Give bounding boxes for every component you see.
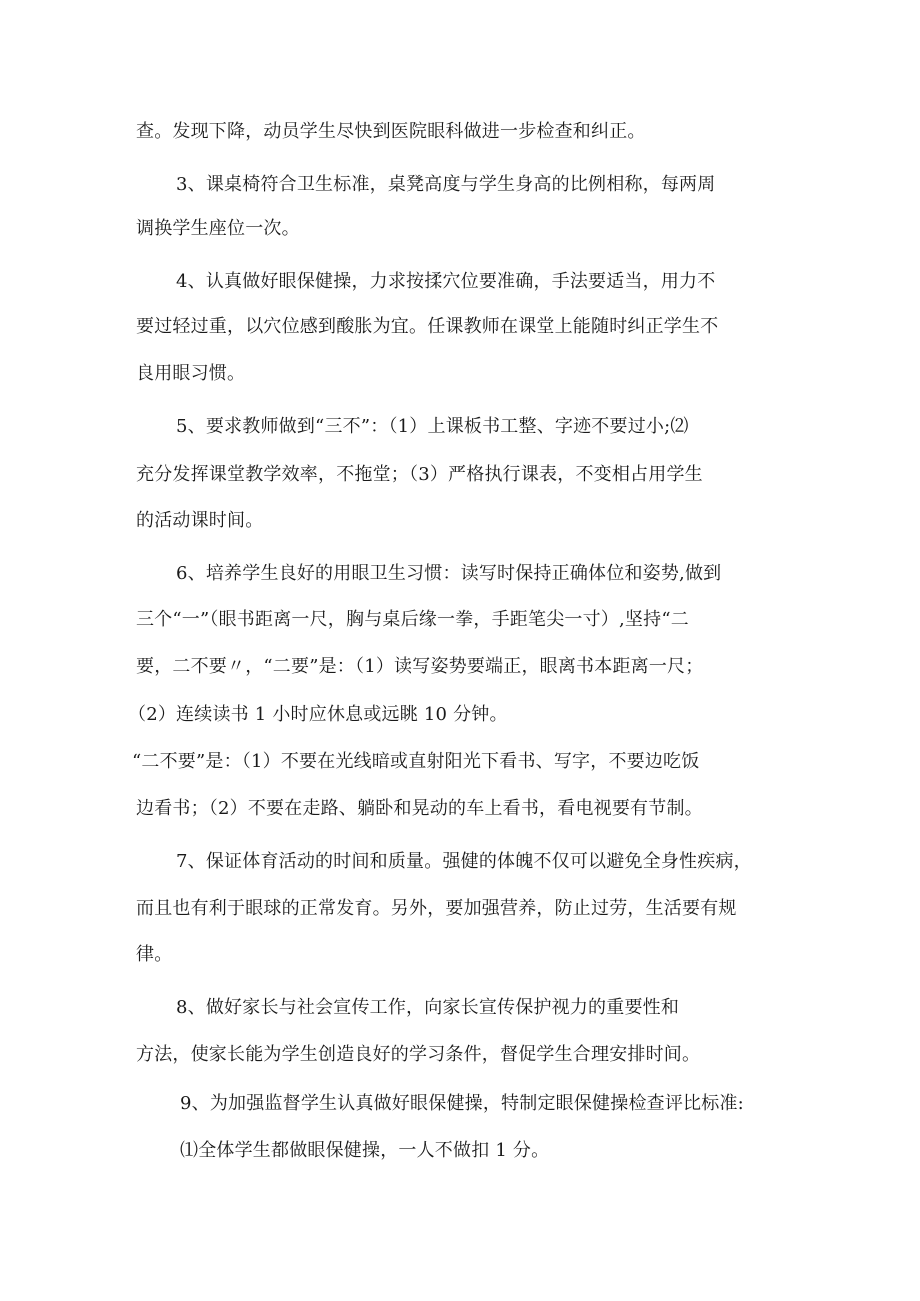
text-line: 边看书；（2）不要在走路、躺卧和晃动的车上看书，看电视要有节制。 [136, 798, 703, 819]
text-line: 要，二不要〃，“二要”是：（1）读写姿势要端正，眼离书本距离一尺； [136, 656, 704, 677]
text-line: 要过轻过重，以穴位感到酸胀为宜。任课教师在课堂上能随时纠正学生不 [136, 316, 719, 337]
text-line: 4、认真做好眼保健操，力求按揉穴位要准确，手法要适当，用力不 [176, 271, 716, 292]
text-line: 调换学生座位一次。 [136, 218, 300, 239]
text-line: 5、要求教师做到“三不”：（1）上课板书工整、字迹不要过小;⑵ [176, 416, 689, 437]
text-line: 7、保证体育活动的时间和质量。强健的体魄不仅可以避免全身性疾病， [176, 851, 752, 872]
text-line: 三个“一”（眼书距离一尺，胸与桌后缘一拳，手距笔尖一寸）,坚持“二 [136, 609, 689, 630]
text-line: 而且也有利于眼球的正常发育。另外，要加强营养，防止过劳，生活要有规 [136, 898, 737, 919]
text-line: 9、为加强监督学生认真做好眼保健操，特制定眼保健操检查评比标准: [180, 1093, 744, 1114]
text-line: ⑴全体学生都做眼保健操，一人不做扣 1 分。 [180, 1140, 550, 1161]
text-line: （2）连续读书 1 小时应休息或远眺 10 分钟。 [128, 704, 508, 725]
text-line: “二不要”是：（1）不要在光线暗或直射阳光下看书、写字，不要边吃饭 [132, 751, 700, 772]
text-line: 查。发现下降，动员学生尽快到医院眼科做进一步检查和纠正。 [136, 121, 646, 142]
text-line: 律。 [136, 944, 173, 965]
text-line: 8、做好家长与社会宣传工作，向家长宣传保护视力的重要性和 [176, 997, 680, 1018]
text-line: 3、课桌椅符合卫生标准，桌凳高度与学生身高的比例相称，每两周 [176, 174, 716, 195]
text-line: 充分发挥课堂教学效率，不拖堂；（3）严格执行课表，不变相占用学生 [136, 464, 703, 485]
text-line: 的活动课时间。 [136, 510, 264, 531]
text-line: 良用眼习惯。 [136, 363, 246, 384]
text-line: 方法，使家长能为学生创造良好的学习条件，督促学生合理安排时间。 [136, 1044, 701, 1065]
text-line: 6、培养学生良好的用眼卫生习惯：读写时保持正确体位和姿势,做到 [176, 563, 722, 584]
